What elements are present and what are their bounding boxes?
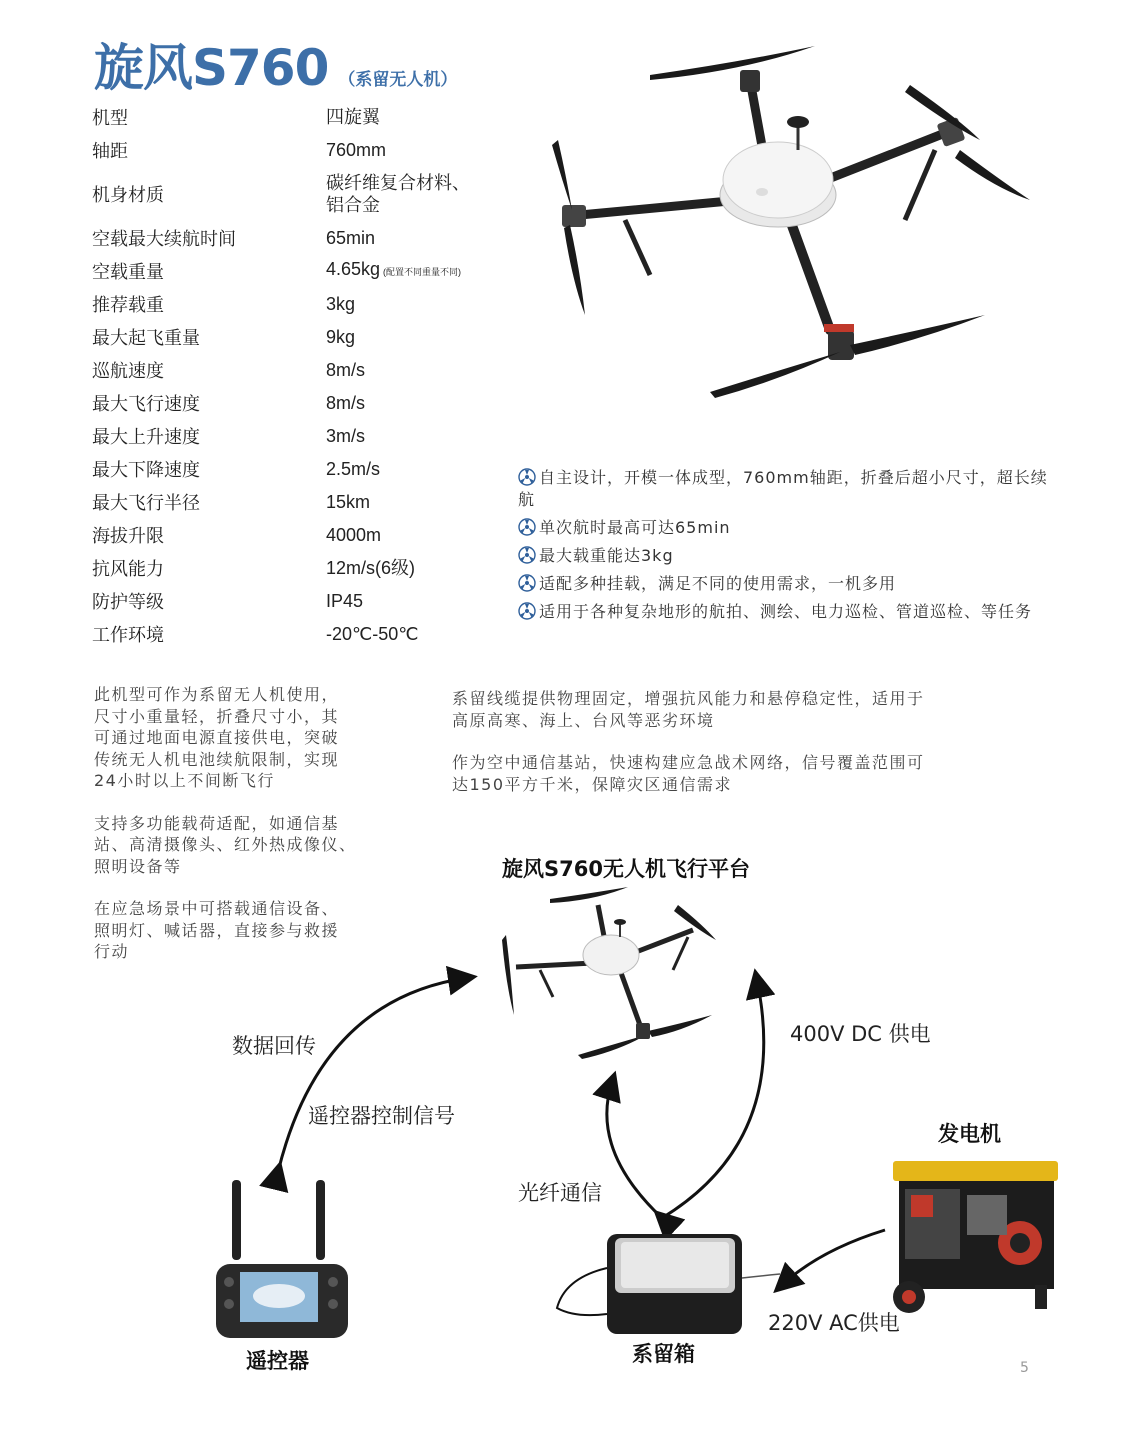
spec-value-text: 8m/s	[326, 392, 366, 413]
spec-value-text: 12m/s(6级)	[326, 557, 416, 578]
spec-label: 巡航速度	[92, 360, 164, 382]
title-sub: （系留无人机）	[338, 70, 458, 90]
spec-label: 机身材质	[92, 184, 164, 206]
spec-label: 防护等级	[92, 591, 164, 613]
paragraph-line: 尺寸小重量轻，折叠尺寸小，其	[94, 706, 340, 726]
spec-value-text: 65min	[326, 227, 376, 248]
spec-value-text: 9kg	[326, 326, 356, 347]
spec-label: 空载最大续航时间	[92, 228, 236, 250]
label-tether-box: 系留箱	[632, 1342, 695, 1366]
paragraph-line: 可通过地面电源直接供电，突破	[94, 728, 340, 747]
feature-text: 适配多种挂载，满足不同的使用需求，一机多用	[539, 574, 897, 593]
paragraph-line: 系留线缆提供物理固定，增强抗风能力和悬停稳定性，适用于	[452, 689, 925, 708]
paragraph-line: 传统无人机电池续航限制，实现	[94, 749, 340, 769]
spec-label: 海拔升限	[92, 525, 164, 547]
spec-value-text: 3kg	[326, 293, 356, 314]
spec-value-text: 8m/s	[326, 359, 366, 380]
spec-label: 轴距	[92, 140, 128, 162]
spec-label: 机型	[92, 107, 128, 129]
spec-label: 推荐载重	[92, 294, 164, 316]
spec-value-text: 760mm	[326, 139, 387, 160]
spec-label: 最大飞行速度	[92, 393, 200, 415]
spec-value-text: 四旋翼	[326, 106, 380, 127]
spec-value-text: -20℃-50℃	[326, 623, 419, 644]
spec-value-text: 3m/s	[326, 425, 366, 446]
tether-box-image	[555, 1228, 785, 1340]
feature-text: 自主设计，开模一体成型，760mm轴距，折叠后超小尺寸，超长续航	[518, 468, 1048, 509]
spec-label: 最大下降速度	[92, 459, 200, 481]
feature-text: 适用于各种复杂地形的航拍、测绘、电力巡检、管道巡检、等任务	[539, 602, 1033, 621]
label-data-return: 数据回传	[232, 1034, 316, 1058]
diagram-title: 旋风S760无人机飞行平台	[502, 857, 750, 881]
page-number: 5	[1020, 1360, 1029, 1376]
spec-note: (配置不同重量不同)	[383, 267, 462, 277]
paragraph-line: 支持多功能载荷适配，如通信基	[94, 813, 340, 833]
label-controller: 遥控器	[246, 1349, 309, 1373]
spec-label: 工作环境	[92, 624, 164, 646]
spec-value-text: 碳纤维复合材料、	[326, 172, 470, 193]
drone-photo-small	[498, 885, 738, 1060]
spec-value-text: 2.5m/s	[326, 458, 381, 479]
spec-value-text: IP45	[326, 590, 364, 611]
paragraph-line: 24小时以上不间断飞行	[94, 771, 275, 790]
paragraph-line: 照明设备等	[94, 856, 182, 876]
paragraph-line: 作为空中通信基站，快速构建应急战术网络，信号覆盖范围可	[452, 753, 925, 772]
spec-value-text: 4.65kg	[326, 259, 381, 279]
label-fiber: 光纤通信	[518, 1181, 602, 1205]
spec-value-text: 4000m	[326, 524, 382, 545]
paragraph-line: 在应急场景中可搭载通信设备、	[94, 899, 340, 918]
spec-label: 空载重量	[92, 261, 164, 283]
spec-label: 最大起飞重量	[92, 327, 200, 349]
paragraph-line: 行动	[94, 942, 130, 961]
spec-value-text: 15km	[326, 491, 371, 512]
label-ac-power: 220V AC供电	[768, 1311, 900, 1335]
feature-text: 单次航时最高可达65min	[539, 518, 731, 537]
paragraph-line: 高原高寒、海上、台风等恶劣环境	[452, 710, 715, 730]
generator-image	[885, 1155, 1065, 1320]
paragraph-line: 达150平方千米，保障灾区通信需求	[452, 774, 733, 794]
spec-label: 最大飞行半径	[92, 492, 200, 514]
paragraph-line: 站、高清摄像头、红外热成像仪、	[94, 835, 357, 854]
spec-value-text-2: 铝合金	[326, 194, 380, 215]
remote-controller-image	[212, 1178, 352, 1343]
spec-label: 抗风能力	[92, 558, 164, 580]
feature-text: 最大载重能达3kg	[539, 546, 674, 565]
spec-label: 最大上升速度	[92, 426, 200, 448]
label-dc-power: 400V DC 供电	[790, 1022, 931, 1046]
label-generator: 发电机	[938, 1122, 1001, 1146]
label-rc-signal: 遥控器控制信号	[308, 1104, 455, 1128]
title-main: 旋风S760	[94, 39, 329, 97]
paragraph-line: 照明灯、喊话器，直接参与救援	[94, 920, 340, 940]
paragraph-line: 此机型可作为系留无人机使用，	[94, 685, 340, 704]
